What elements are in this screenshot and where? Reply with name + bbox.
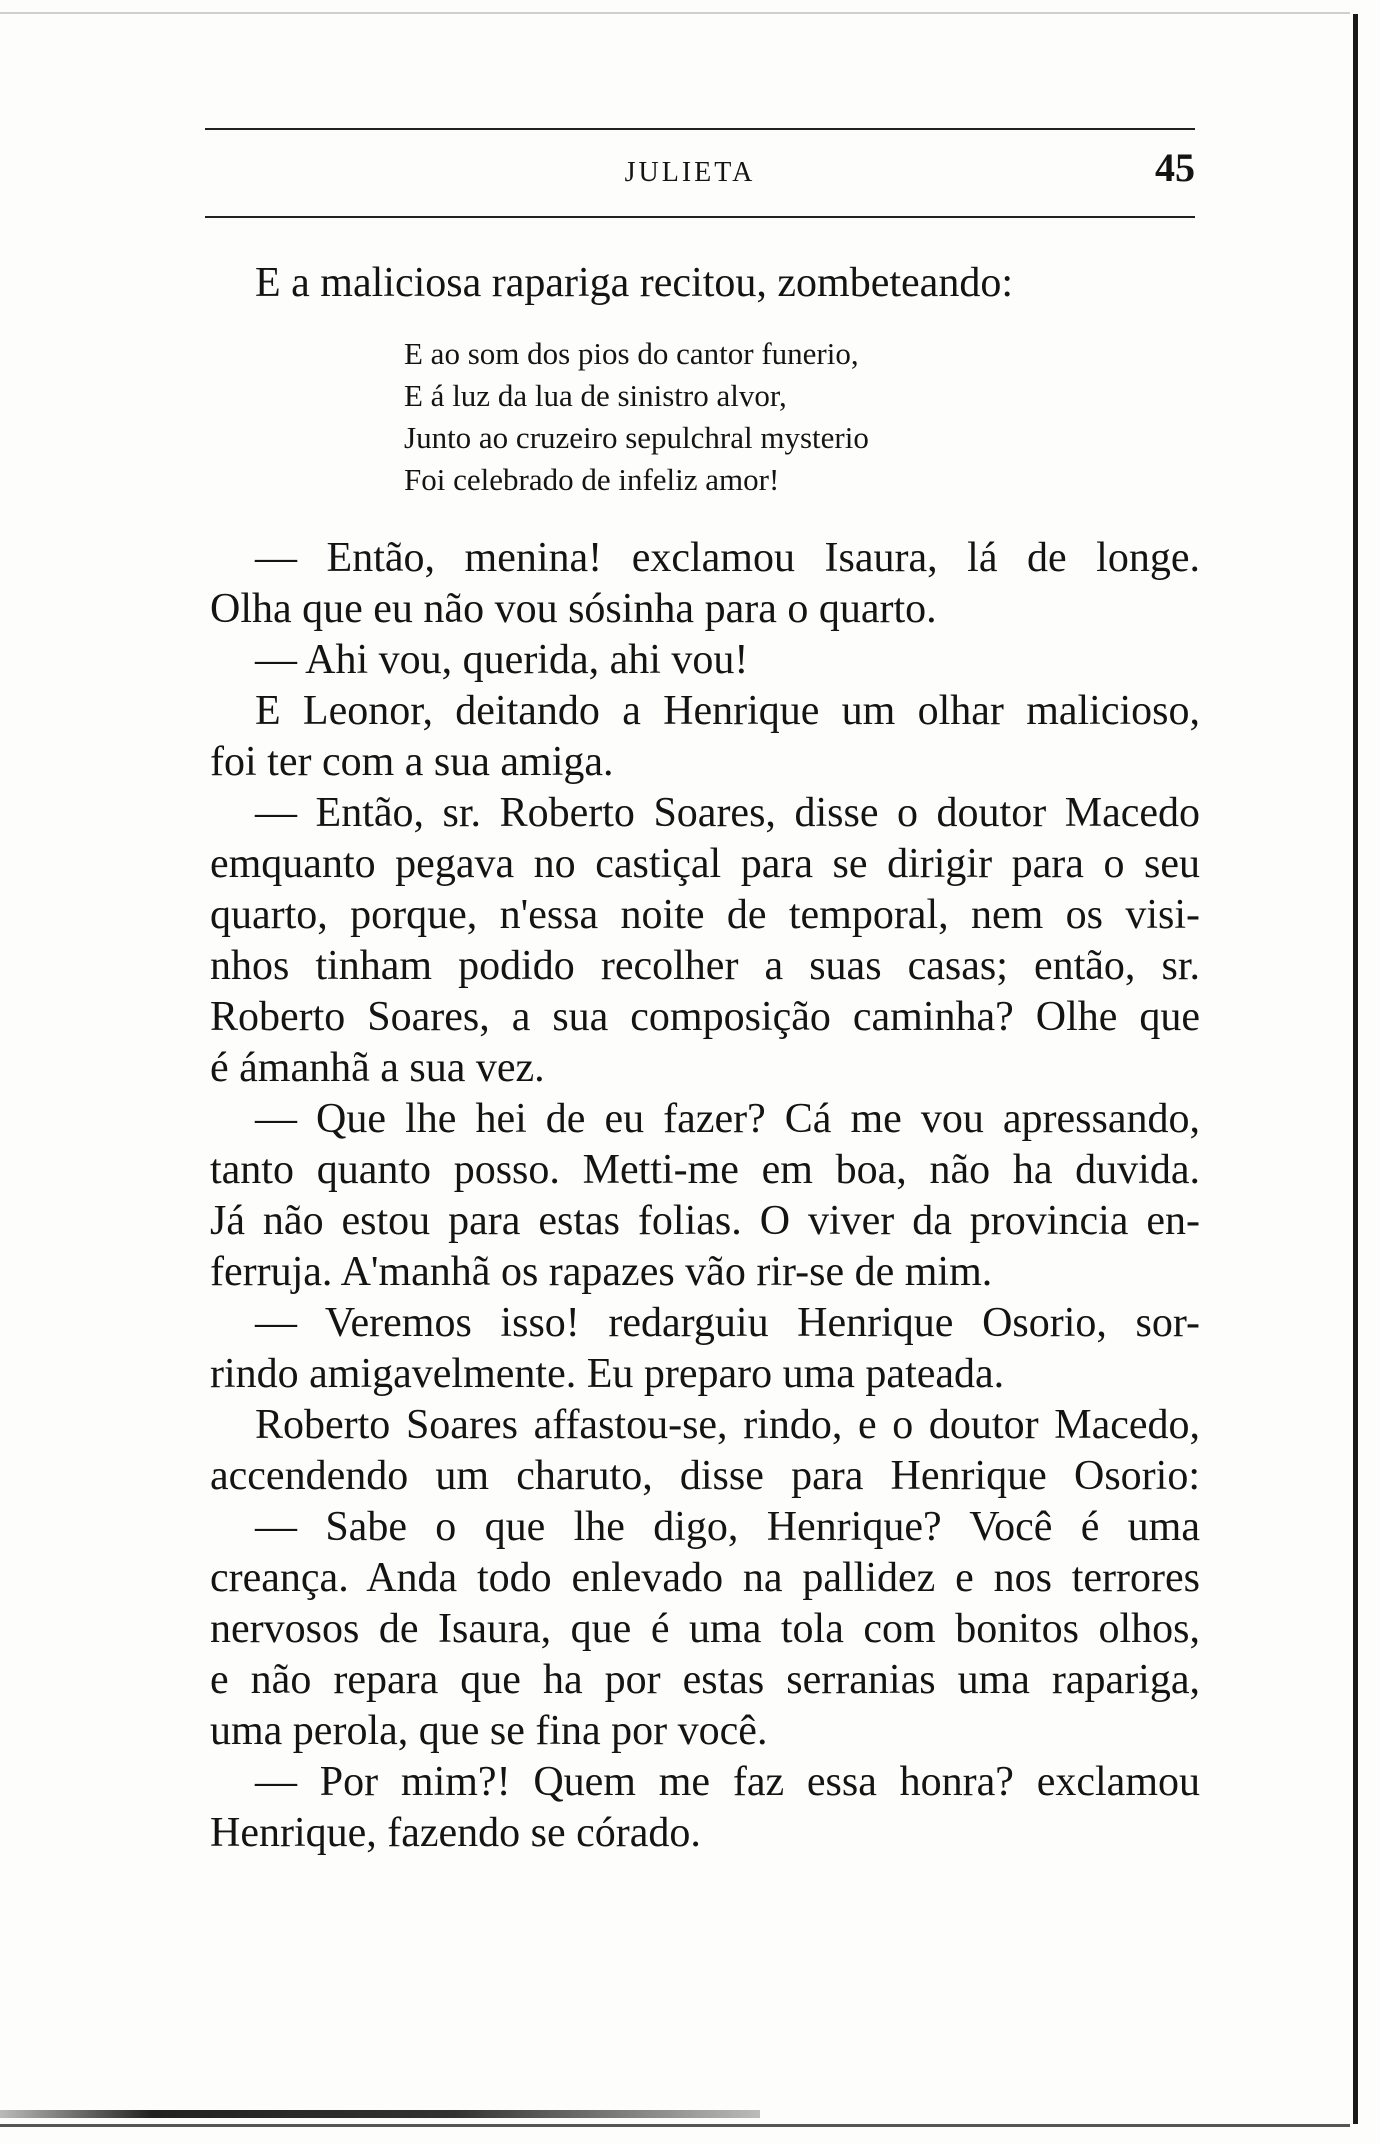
- text-line: — Então, sr. Roberto Soares, disse o doutor Macedo: [255, 790, 1200, 836]
- text-line: creança. Anda todo enlevado na pallidez e nos terrores: [210, 1555, 1200, 1601]
- text-line: — Então, menina! exclamou Isaura, lá de longe.: [255, 535, 1200, 581]
- text-line: Roberto Soares affastou-se, rindo, e o doutor Macedo,: [255, 1402, 1200, 1448]
- text-line: — Por mim?! Quem me faz essa honra? exclamou: [255, 1759, 1200, 1805]
- poem-stanza: [404, 333, 1200, 501]
- text-line: uma perola, que se fina por você.: [210, 1708, 768, 1754]
- intro-line: E a maliciosa rapariga recitou, zombeteando:: [255, 260, 1013, 306]
- text-line: — Veremos isso! redarguiu Henrique Osorio, sor-: [255, 1300, 1200, 1346]
- text-line: Já não estou para estas folias. O viver da provincia en-: [210, 1198, 1200, 1244]
- page-number: 45: [1155, 145, 1195, 190]
- page-body: [210, 258, 1200, 1859]
- text-line: Roberto Soares, a sua composição caminha? Olhe que: [210, 994, 1200, 1040]
- text-line: rindo amigavelmente. Eu preparo uma pateada.: [210, 1351, 1005, 1397]
- text-line: tanto quanto posso. Metti-me em boa, não ha duvida.: [210, 1147, 1200, 1193]
- text-line: — Que lhe hei de eu fazer? Cá me vou apressando,: [255, 1096, 1200, 1142]
- text-line: emquanto pegava no castiçal para se dirigir para o seu: [210, 841, 1200, 887]
- scan-artifact-bar: [0, 2110, 760, 2118]
- page-top-edge: [0, 12, 1350, 14]
- scan-artifact-line: [0, 2124, 1350, 2127]
- body-text: [210, 533, 1200, 1859]
- text-line: nervosos de Isaura, que é uma tola com bonitos olhos,: [210, 1606, 1200, 1652]
- text-line: E Leonor, deitando a Henrique um olhar malicioso,: [255, 688, 1200, 734]
- text-line: Henrique, fazendo se córado.: [210, 1810, 701, 1856]
- text-line: ferruja. A'manhã os rapazes vão rir-se de mim.: [210, 1249, 993, 1295]
- text-line: foi ter com a sua amiga.: [210, 739, 614, 785]
- text-line: Olha que eu não vou sósinha para o quarto.: [210, 586, 937, 632]
- text-line: accendendo um charuto, disse para Henrique Osorio:: [210, 1453, 1200, 1499]
- poem-line: Foi celebrado de infeliz amor!: [404, 462, 780, 497]
- text-line: é ámanhã a sua vez.: [210, 1045, 545, 1091]
- text-line: nhos tinham podido recolher a suas casas; então, sr.: [210, 943, 1200, 989]
- poem-line: E á luz da lua de sinistro alvor,: [404, 378, 787, 413]
- poem-line: E ao som dos pios do cantor funerio,: [404, 336, 859, 371]
- text-line: quarto, porque, n'essa noite de temporal, nem os visi-: [210, 892, 1200, 938]
- text-line: e não repara que ha por estas serranias uma rapariga,: [210, 1657, 1200, 1703]
- poem-line: Junto ao cruzeiro sepulchral mysterio: [404, 420, 869, 455]
- running-title: JULIETA: [624, 157, 756, 188]
- page-right-edge: [1353, 14, 1358, 2124]
- text-line: — Ahi vou, querida, ahi vou!: [255, 637, 749, 683]
- header-rule-top: [205, 128, 1195, 130]
- header-rule-bottom: [205, 216, 1195, 218]
- text-line: — Sabe o que lhe digo, Henrique? Você é uma: [255, 1504, 1200, 1550]
